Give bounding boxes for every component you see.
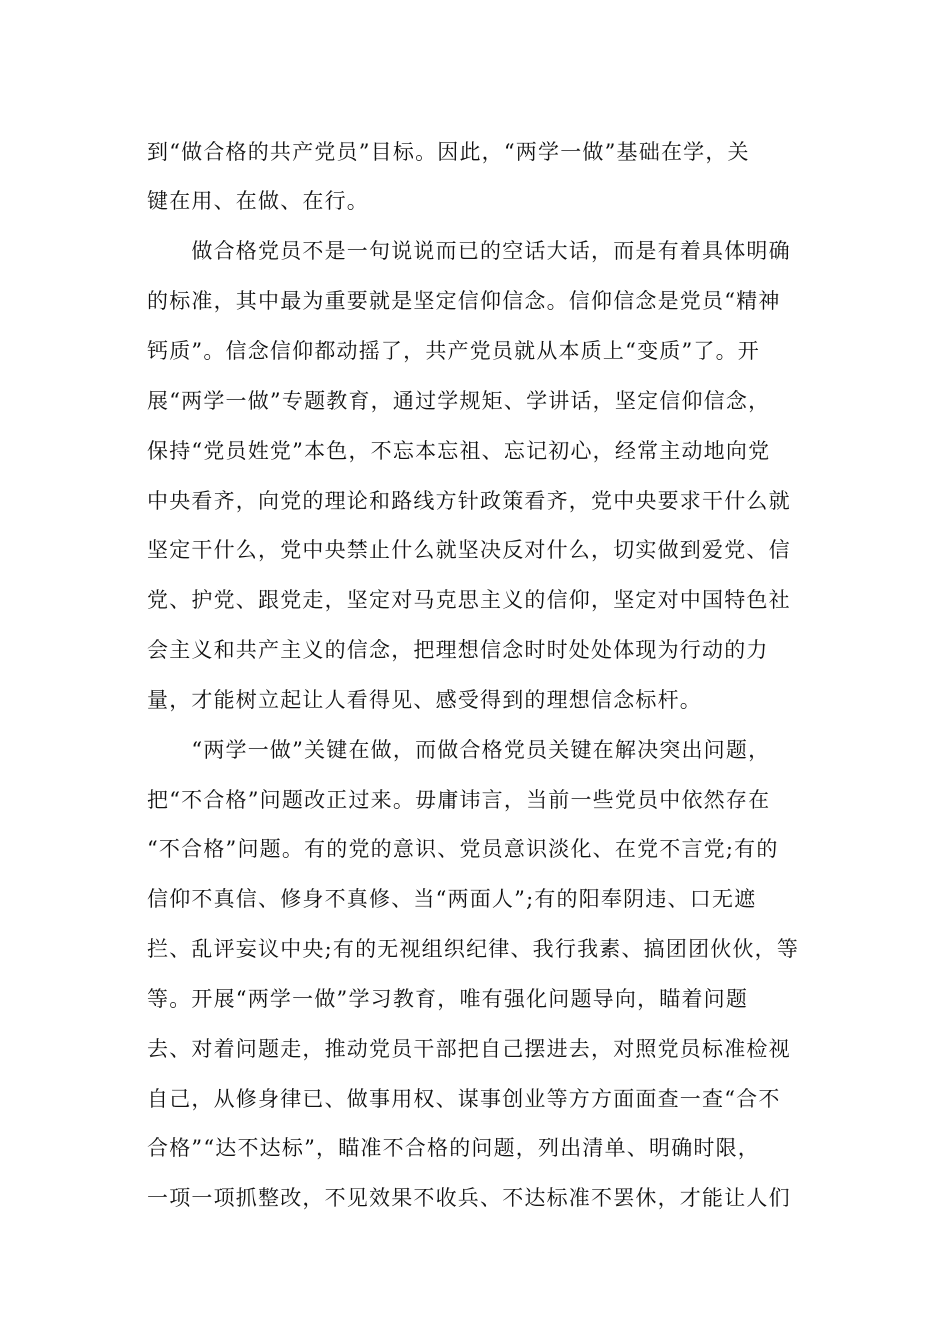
text-line: “不合格”问题。有的党的意识、党员意识淡化、在党不言党;有的 (147, 837, 779, 861)
text-line: 展“两学一做”专题教育，通过学规矩、学讲话，坚定信仰信念， (147, 389, 771, 413)
text-line: 一项一项抓整改，不见效果不收兵、不达标准不罢休，才能让人们 (147, 1186, 791, 1210)
text-line: “两学一做”关键在做，而做合格党员关键在解决突出问题， (147, 738, 771, 762)
text-line: 拦、乱评妄议中央;有的无视组织纪律、我行我素、搞团团伙伙，等 (147, 937, 800, 961)
text-line: 到“做合格的共产党员”目标。因此，“两学一做”基础在学，关 (147, 140, 750, 164)
text-line: 钙质”。信念信仰都动摇了，共产党员就从本质上“变质”了。开 (147, 339, 761, 363)
text-line: 保持“党员姓党”本色，不忘本忘祖、忘记初心，经常主动地向党 (147, 439, 771, 463)
text-line: 信仰不真信、修身不真修、当“两面人”;有的阳奉阴违、口无遮 (147, 887, 757, 911)
text-line: 把“不合格”问题改正过来。毋庸讳言，当前一些党员中依然存在 (147, 788, 771, 812)
text-line: 合格”“达不达标”，瞄准不合格的问题，列出清单、明确时限， (147, 1136, 761, 1160)
text-line: 中央看齐，向党的理论和路线方针政策看齐，党中央要求干什么就 (147, 489, 791, 513)
text-line: 去、对着问题走，推动党员干部把自己摆进去，对照党员标准检视 (147, 1037, 791, 1061)
text-line: 自己，从修身律已、做事用权、谋事创业等方方面面查一查“合不 (147, 1087, 781, 1111)
text-line: 等。开展“两学一做”学习教育，唯有强化问题导向，瞄着问题 (147, 987, 749, 1011)
text-line: 坚定干什么，党中央禁止什么就坚决反对什么，切实做到爱党、信 (147, 538, 791, 562)
text-line: 的标准，其中最为重要就是坚定信仰信念。信仰信念是党员“精神 (147, 289, 781, 313)
text-line: 做合格党员不是一句说说而已的空话大话，而是有着具体明确 (147, 239, 791, 263)
text-line: 键在用、在做、在行。 (147, 189, 369, 213)
text-line: 会主义和共产主义的信念，把理想信念时时处处体现为行动的力 (147, 638, 769, 662)
text-line: 量，才能树立起让人看得见、感受得到的理想信念标杆。 (147, 688, 702, 712)
text-line: 党、护党、跟党走，坚定对马克思主义的信仰，坚定对中国特色社 (147, 588, 791, 612)
